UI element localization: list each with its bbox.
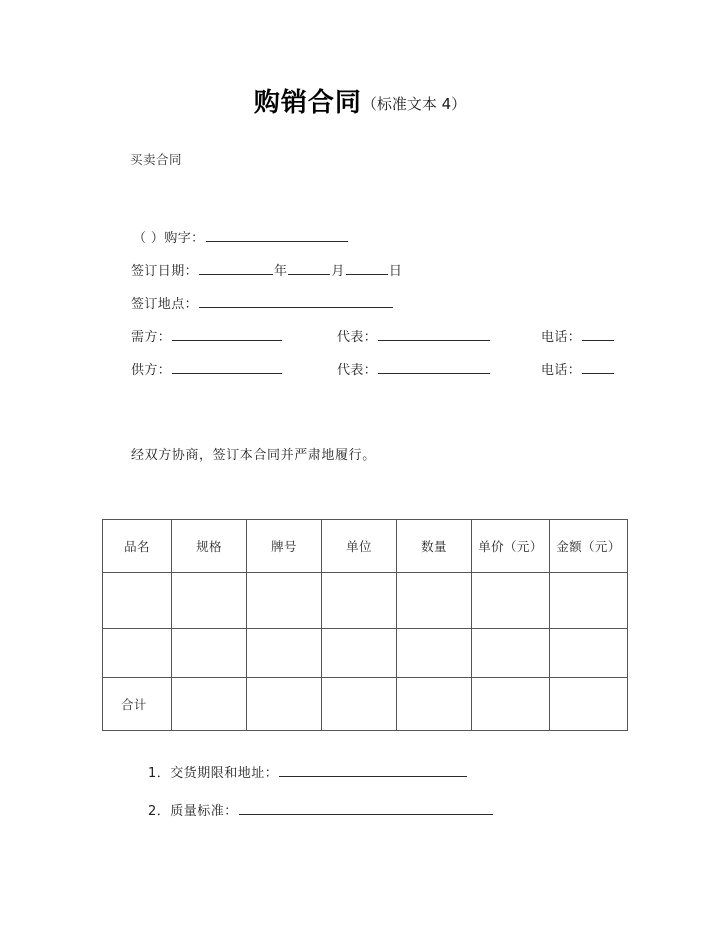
buyer-rep-label: 代表： — [337, 330, 378, 345]
table-cell[interactable] — [103, 629, 172, 678]
field-row-seller — [0, 359, 720, 392]
contract-no-input[interactable] — [206, 228, 348, 242]
goods-table — [102, 519, 628, 731]
sign-date-month-unit: 月 — [331, 264, 345, 279]
table-header-cell: 单价（元） — [472, 520, 550, 573]
seller-phone-label: 电话： — [541, 363, 582, 378]
table-total-label: 合计 — [103, 678, 172, 731]
sign-date-day-input[interactable] — [346, 261, 388, 275]
term-item-quality — [0, 800, 720, 838]
table-total-cell[interactable] — [397, 678, 472, 731]
table-cell[interactable] — [172, 629, 247, 678]
table-total-cell[interactable] — [550, 678, 628, 731]
seller-rep-input[interactable] — [378, 360, 490, 374]
table-cell[interactable] — [550, 629, 628, 678]
buyer-label: 需方： — [131, 330, 172, 345]
table-total-cell[interactable] — [172, 678, 247, 731]
table-header-cell: 金额（元） — [550, 520, 628, 573]
contract-header-fields — [0, 227, 720, 392]
term-label: 交货期限和地址： — [170, 766, 279, 781]
sign-date-day-unit: 日 — [388, 264, 403, 279]
table-cell[interactable] — [550, 573, 628, 629]
table-cell[interactable] — [472, 573, 550, 629]
table-total-cell[interactable] — [247, 678, 322, 731]
table-cell[interactable] — [172, 573, 247, 629]
table-cell[interactable] — [103, 573, 172, 629]
contract-terms-list — [0, 762, 720, 838]
seller-label: 供方： — [131, 363, 172, 378]
agreement-paragraph: 经双方协商，签订本合同并严肃地履行。 — [131, 448, 376, 463]
page-title — [0, 82, 720, 119]
table-total-row — [103, 678, 628, 731]
field-row-sign-place — [0, 293, 720, 326]
seller-name-input[interactable] — [172, 360, 282, 374]
table-total-cell[interactable] — [322, 678, 397, 731]
title-main-text: 购销合同 — [253, 88, 362, 118]
table-cell[interactable] — [472, 629, 550, 678]
title-suffix-text: （标准文本 4） — [361, 95, 467, 113]
term-quality-input[interactable] — [239, 801, 493, 815]
sign-date-month-input[interactable] — [288, 261, 330, 275]
field-row-sign-date — [0, 260, 720, 293]
table-cell[interactable] — [397, 573, 472, 629]
sign-place-input[interactable] — [199, 294, 393, 308]
term-number: 2． — [148, 804, 171, 819]
term-delivery-input[interactable] — [279, 763, 467, 777]
sign-date-year-unit: 年 — [274, 264, 288, 279]
buyer-rep-input[interactable] — [378, 327, 490, 341]
table-row — [103, 573, 628, 629]
term-label: 质量标准： — [170, 804, 238, 819]
term-number: 1． — [148, 766, 171, 781]
table-header-cell: 数量 — [397, 520, 472, 573]
table-cell[interactable] — [397, 629, 472, 678]
table-cell[interactable] — [322, 629, 397, 678]
document-subtitle: 买卖合同 — [130, 152, 183, 167]
table-header-cell: 单位 — [322, 520, 397, 573]
sign-place-label: 签订地点： — [131, 297, 199, 312]
sign-date-label: 签订日期： — [131, 264, 199, 279]
table-header-row — [103, 520, 628, 573]
table-cell[interactable] — [322, 573, 397, 629]
field-row-buyer — [0, 326, 720, 359]
contract-no-label: （ ）购字： — [133, 231, 205, 246]
table-cell[interactable] — [247, 629, 322, 678]
buyer-name-input[interactable] — [172, 327, 282, 341]
buyer-phone-input[interactable] — [582, 327, 614, 341]
table-total-cell[interactable] — [472, 678, 550, 731]
table-header-cell: 品名 — [103, 520, 172, 573]
buyer-phone-label: 电话： — [541, 330, 582, 345]
table-header-cell: 规格 — [172, 520, 247, 573]
table-header-cell: 牌号 — [247, 520, 322, 573]
term-item-delivery — [0, 762, 720, 800]
sign-date-year-input[interactable] — [199, 261, 273, 275]
seller-rep-label: 代表： — [337, 363, 378, 378]
table-row — [103, 629, 628, 678]
seller-phone-input[interactable] — [582, 360, 614, 374]
field-row-contract-no — [0, 227, 720, 260]
table-cell[interactable] — [247, 573, 322, 629]
